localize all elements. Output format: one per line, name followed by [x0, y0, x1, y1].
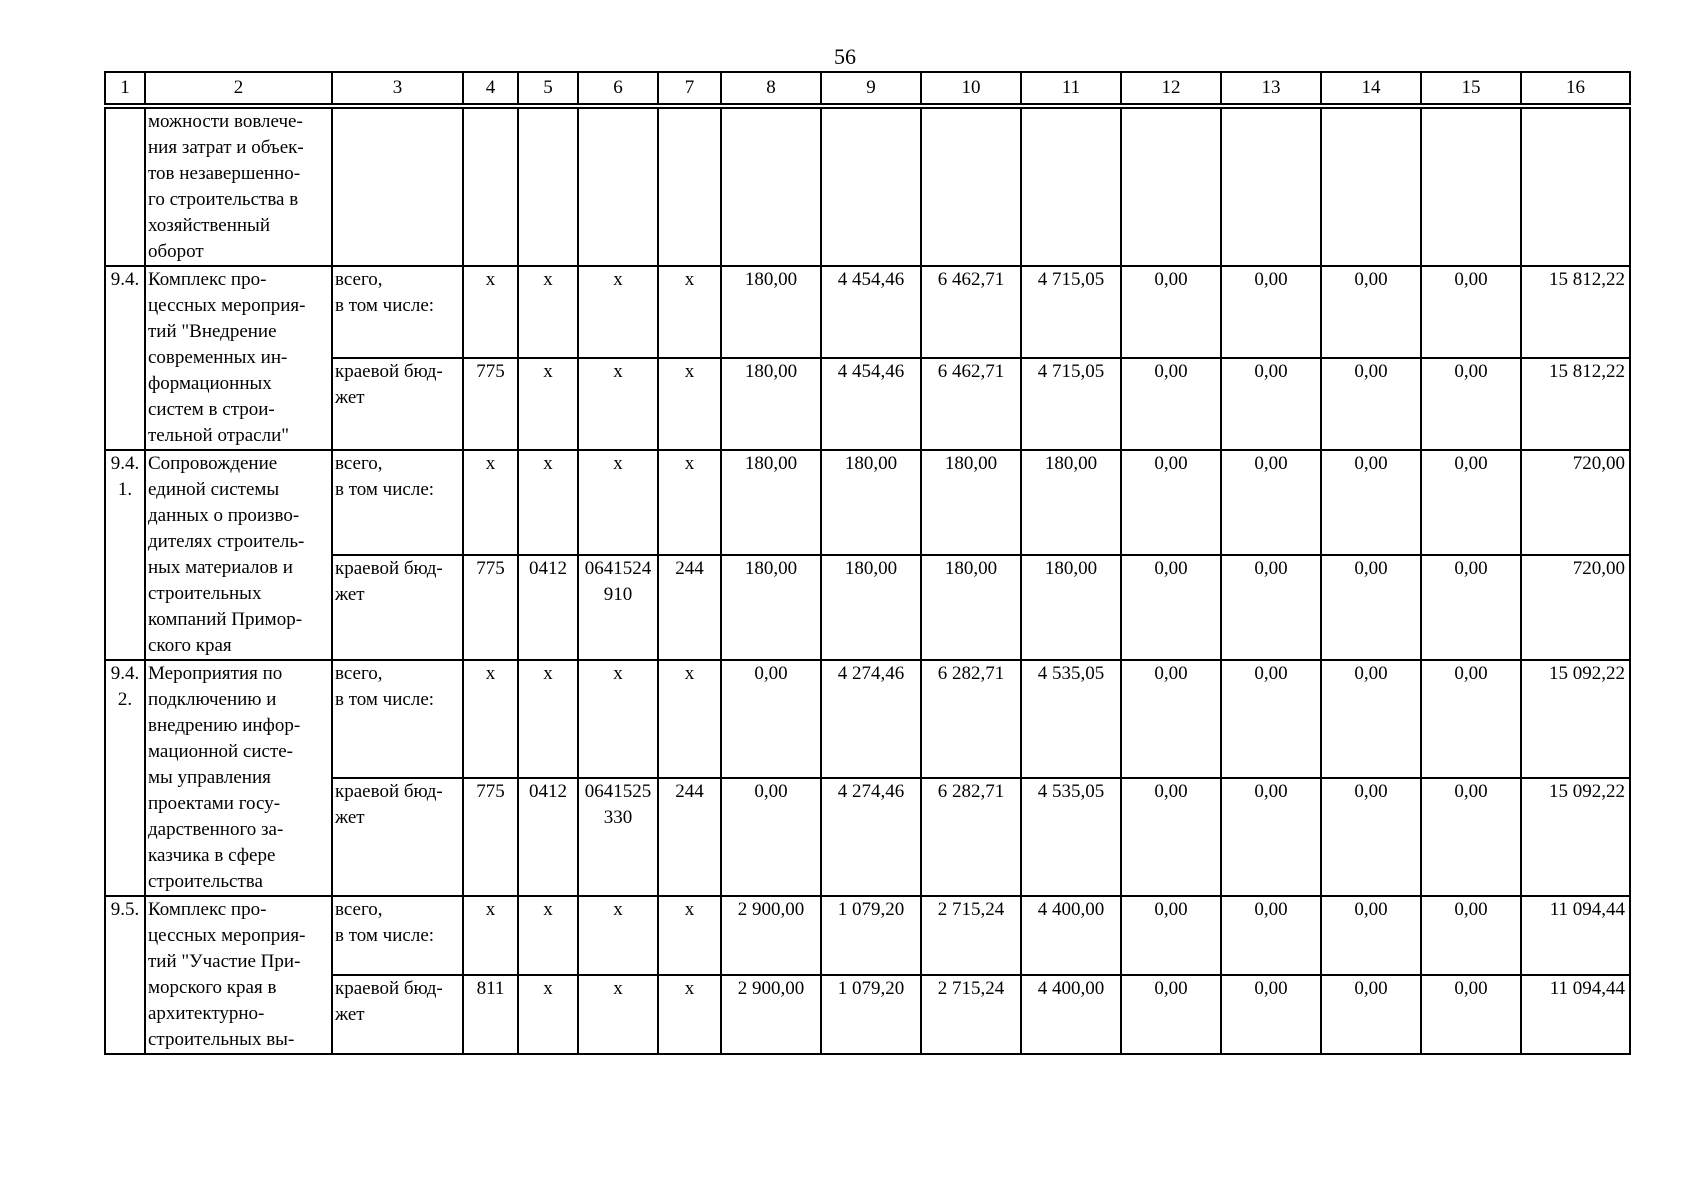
code-cell-4: 811 [463, 975, 518, 1054]
code-cell-4: 775 [463, 555, 518, 660]
empty-cell [1421, 108, 1521, 266]
amount-cell: 0,00 [1321, 896, 1421, 975]
amount-cell: 0,00 [1321, 266, 1421, 358]
amount-cell: 0,00 [1321, 660, 1421, 778]
amount-cell: 6 282,71 [921, 778, 1021, 896]
amount-cell: 6 282,71 [921, 660, 1021, 778]
code-cell-7: x [658, 896, 721, 975]
amount-cell: 4 535,05 [1021, 660, 1121, 778]
amount-cell: 0,00 [1121, 358, 1221, 450]
column-header: 11 [1021, 72, 1121, 104]
code-cell-6: x [578, 896, 658, 975]
amount-cell: 6 462,71 [921, 358, 1021, 450]
amount-cell: 0,00 [1121, 660, 1221, 778]
row-description-cell: можности вовлече- ния затрат и объек- тов незавершенно- го строительства в хозяйственный оборот [145, 108, 332, 266]
amount-cell: 11 094,44 [1521, 975, 1630, 1054]
empty-cell [332, 108, 463, 266]
code-cell-5: x [518, 975, 578, 1054]
code-cell-5: x [518, 266, 578, 358]
amount-cell: 0,00 [1421, 358, 1521, 450]
row-id-cell: 9.4. 2. [105, 660, 145, 896]
page-number: 56 [834, 44, 856, 69]
amount-cell: 1 079,20 [821, 975, 921, 1054]
code-cell-4: x [463, 450, 518, 555]
amount-cell: 15 812,22 [1521, 358, 1630, 450]
amount-cell: 4 715,05 [1021, 266, 1121, 358]
funding-source-cell: всего, в том числе: [332, 660, 463, 778]
amount-cell: 180,00 [721, 358, 821, 450]
code-cell-5: x [518, 896, 578, 975]
table-row-regional-budget [105, 555, 1630, 660]
funding-source-cell: всего, в том числе: [332, 896, 463, 975]
amount-cell: 0,00 [721, 778, 821, 896]
column-header: 13 [1221, 72, 1321, 104]
empty-cell [1121, 108, 1221, 266]
amount-cell: 0,00 [1421, 896, 1521, 975]
code-cell-6: 0641525 330 [578, 778, 658, 896]
code-cell-5: x [518, 660, 578, 778]
code-cell-7: 244 [658, 555, 721, 660]
code-cell-6: x [578, 975, 658, 1054]
amount-cell: 180,00 [721, 555, 821, 660]
column-header: 12 [1121, 72, 1221, 104]
amount-cell: 6 462,71 [921, 266, 1021, 358]
amount-cell: 0,00 [1121, 555, 1221, 660]
code-cell-7: x [658, 975, 721, 1054]
code-cell-7: 244 [658, 778, 721, 896]
empty-cell [1521, 108, 1630, 266]
amount-cell: 0,00 [1221, 555, 1321, 660]
table-row-regional-budget [105, 975, 1630, 1054]
amount-cell: 4 400,00 [1021, 896, 1121, 975]
table-row-regional-budget [105, 358, 1630, 450]
amount-cell: 180,00 [1021, 555, 1121, 660]
amount-cell: 0,00 [1321, 975, 1421, 1054]
amount-cell: 15 092,22 [1521, 778, 1630, 896]
empty-cell [1221, 108, 1321, 266]
funding-source-cell: всего, в том числе: [332, 266, 463, 358]
amount-cell: 4 400,00 [1021, 975, 1121, 1054]
amount-cell: 0,00 [1221, 450, 1321, 555]
code-cell-7: x [658, 450, 721, 555]
amount-cell: 0,00 [1121, 266, 1221, 358]
amount-cell: 720,00 [1521, 450, 1630, 555]
code-cell-7: x [658, 266, 721, 358]
empty-cell [578, 108, 658, 266]
table-row-regional-budget [105, 778, 1630, 896]
amount-cell: 4 715,05 [1021, 358, 1121, 450]
amount-cell: 11 094,44 [1521, 896, 1630, 975]
amount-cell: 180,00 [921, 555, 1021, 660]
amount-cell: 0,00 [1321, 778, 1421, 896]
amount-cell: 4 274,46 [821, 660, 921, 778]
column-header: 2 [145, 72, 332, 104]
row-description-cell: Мероприятия по подключению и внедрению инфор- мационной систе- мы управления проектами госу- дарственного за- казчика в сфере строительства [145, 660, 332, 896]
empty-cell [463, 108, 518, 266]
amount-cell: 15 812,22 [1521, 266, 1630, 358]
amount-cell: 4 454,46 [821, 358, 921, 450]
code-cell-5: 0412 [518, 555, 578, 660]
code-cell-5: x [518, 358, 578, 450]
empty-cell [658, 108, 721, 266]
code-cell-6: 0641524 910 [578, 555, 658, 660]
code-cell-5: x [518, 450, 578, 555]
amount-cell: 0,00 [1321, 555, 1421, 660]
code-cell-6: x [578, 358, 658, 450]
empty-cell [1321, 108, 1421, 266]
row-description-cell: Комплекс про- цессных мероприя- тий "Участие При- морского края в архитектурно- строительных вы- [145, 896, 332, 1054]
funding-source-cell: всего, в том числе: [332, 450, 463, 555]
amount-cell: 0,00 [1321, 358, 1421, 450]
funding-source-cell: краевой бюд- жет [332, 358, 463, 450]
code-cell-6: x [578, 450, 658, 555]
amount-cell: 4 535,05 [1021, 778, 1121, 896]
amount-cell: 2 715,24 [921, 975, 1021, 1054]
amount-cell: 2 900,00 [721, 896, 821, 975]
amount-cell: 1 079,20 [821, 896, 921, 975]
amount-cell: 0,00 [1421, 778, 1521, 896]
amount-cell: 4 274,46 [821, 778, 921, 896]
table-row [105, 108, 1630, 266]
amount-cell: 180,00 [721, 450, 821, 555]
table-row-total [105, 450, 1630, 555]
amount-cell: 0,00 [1421, 555, 1521, 660]
amount-cell: 0,00 [1321, 450, 1421, 555]
empty-cell [1021, 108, 1121, 266]
column-header: 16 [1521, 72, 1630, 104]
row-id-cell: 9.4. 1. [105, 450, 145, 660]
funding-source-cell: краевой бюд- жет [332, 778, 463, 896]
column-header: 9 [821, 72, 921, 104]
amount-cell: 0,00 [1221, 975, 1321, 1054]
amount-cell: 180,00 [721, 266, 821, 358]
code-cell-5: 0412 [518, 778, 578, 896]
amount-cell: 0,00 [1221, 266, 1321, 358]
amount-cell: 180,00 [821, 555, 921, 660]
row-id-cell [105, 108, 145, 266]
amount-cell: 0,00 [1121, 778, 1221, 896]
funding-source-cell: краевой бюд- жет [332, 975, 463, 1054]
column-header: 6 [578, 72, 658, 104]
row-id-cell: 9.5. [105, 896, 145, 1054]
table-row-total [105, 896, 1630, 975]
code-cell-4: 775 [463, 778, 518, 896]
amount-cell: 0,00 [1421, 266, 1521, 358]
table-row-total [105, 660, 1630, 778]
amount-cell: 0,00 [721, 660, 821, 778]
amount-cell: 0,00 [1121, 975, 1221, 1054]
column-header: 4 [463, 72, 518, 104]
row-description-cell: Сопровождение единой системы данных о произво- дителях строитель- ных материалов и строительных компаний Примор- ского края [145, 450, 332, 660]
column-header: 8 [721, 72, 821, 104]
code-cell-4: 775 [463, 358, 518, 450]
amount-cell: 0,00 [1421, 975, 1521, 1054]
table-row-total [105, 266, 1630, 358]
empty-cell [518, 108, 578, 266]
column-header: 15 [1421, 72, 1521, 104]
column-header: 7 [658, 72, 721, 104]
row-id-cell: 9.4. [105, 266, 145, 450]
code-cell-7: x [658, 660, 721, 778]
amount-cell: 180,00 [821, 450, 921, 555]
code-cell-6: x [578, 660, 658, 778]
amount-cell: 0,00 [1421, 660, 1521, 778]
code-cell-6: x [578, 266, 658, 358]
amount-cell: 180,00 [921, 450, 1021, 555]
amount-cell: 0,00 [1421, 450, 1521, 555]
column-header: 1 [105, 72, 145, 104]
empty-cell [721, 108, 821, 266]
amount-cell: 0,00 [1221, 358, 1321, 450]
code-cell-4: x [463, 266, 518, 358]
amount-cell: 0,00 [1121, 450, 1221, 555]
amount-cell: 0,00 [1221, 778, 1321, 896]
amount-cell: 0,00 [1221, 660, 1321, 778]
amount-cell: 0,00 [1121, 896, 1221, 975]
empty-cell [821, 108, 921, 266]
column-number-header-row [105, 72, 1630, 104]
budget-table [104, 71, 1631, 1055]
amount-cell: 2 900,00 [721, 975, 821, 1054]
column-header: 14 [1321, 72, 1421, 104]
row-description-cell: Комплекс про- цессных мероприя- тий "Внедрение современных ин- формационных систем в строи- тельной отрасли" [145, 266, 332, 450]
column-header: 10 [921, 72, 1021, 104]
amount-cell: 0,00 [1221, 896, 1321, 975]
amount-cell: 180,00 [1021, 450, 1121, 555]
empty-cell [921, 108, 1021, 266]
amount-cell: 720,00 [1521, 555, 1630, 660]
code-cell-7: x [658, 358, 721, 450]
amount-cell: 2 715,24 [921, 896, 1021, 975]
amount-cell: 4 454,46 [821, 266, 921, 358]
column-header: 3 [332, 72, 463, 104]
column-header: 5 [518, 72, 578, 104]
code-cell-4: x [463, 896, 518, 975]
amount-cell: 15 092,22 [1521, 660, 1630, 778]
code-cell-4: x [463, 660, 518, 778]
funding-source-cell: краевой бюд- жет [332, 555, 463, 660]
